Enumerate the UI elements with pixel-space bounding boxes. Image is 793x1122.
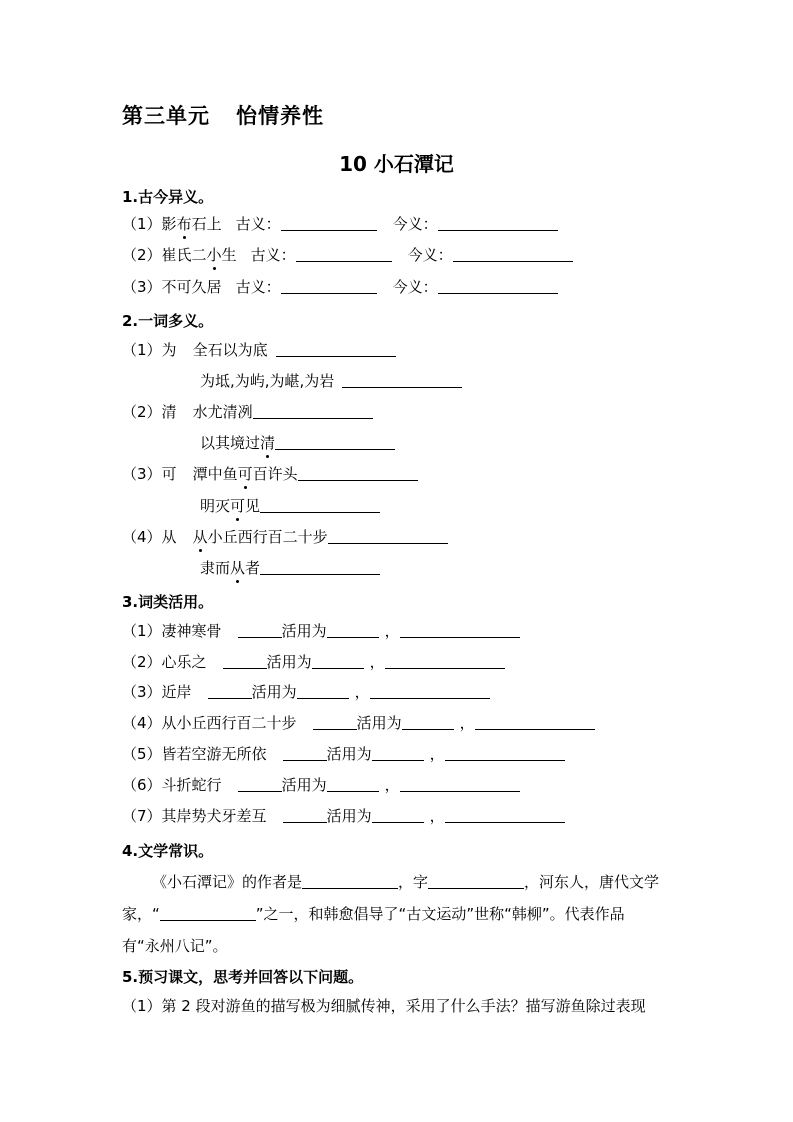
answer-blank[interactable] [438,214,558,231]
section-4-heading: 4.文学常识。 [122,842,214,860]
answer-blank[interactable] [281,277,377,294]
lesson-title: 10 小石潭记 [339,152,454,176]
answer-blank[interactable] [253,402,373,419]
s2-item-4a: （4）从 从小丘西行百二十步 [122,527,448,547]
answer-blank[interactable] [327,775,379,792]
s2-item-4b: 隶而从者 [200,558,380,578]
s3-item-7: （7）其岸势犬牙差互 活用为 ， [122,806,565,826]
s1-item-1: （1）影布石上 古义： 今义： [122,214,558,234]
answer-blank[interactable] [445,806,565,823]
answer-blank[interactable] [208,682,252,699]
answer-blank[interactable] [238,621,282,638]
answer-blank[interactable] [260,558,380,575]
answer-blank[interactable] [428,872,524,889]
unit-title-number: 第三单元 [122,104,210,128]
s3-item-5: （5）皆若空游无所依 活用为 ， [122,744,565,764]
s2-item-3b: 明灭可见 [200,496,380,516]
s2-item-2a: （2）清 水尤清冽 [122,402,373,422]
answer-blank[interactable] [400,621,520,638]
s5-question-1: （1）第 2 段对游鱼的描写极为细腻传神，采用了什么手法？描写游鱼除过表现 [122,997,646,1015]
answer-blank[interactable] [372,806,424,823]
answer-blank[interactable] [302,872,398,889]
section-1-heading: 1.古今异义。 [122,188,214,206]
answer-blank[interactable] [296,245,392,262]
s3-item-2: （2）心乐之 活用为 ， [122,652,505,672]
answer-blank[interactable] [276,340,396,357]
s1-item-3: （3）不可久居 古义： 今义： [122,277,558,297]
answer-blank[interactable] [372,744,424,761]
answer-blank[interactable] [283,744,327,761]
section-2-heading: 2.一词多义。 [122,312,214,330]
answer-blank[interactable] [160,904,256,921]
answer-blank[interactable] [298,464,418,481]
answer-blank[interactable] [453,245,573,262]
answer-blank[interactable] [385,652,505,669]
s4-literature-paragraph: 《小石潭记》的作者是 ，字 ，河东人，唐代文学 家，“ ”之一，和韩愈倡导了“古文运动”世称“韩柳”。代表作品 有“永州八记”。 [122,873,660,955]
answer-blank[interactable] [238,775,282,792]
answer-blank[interactable] [400,775,520,792]
answer-blank[interactable] [438,277,558,294]
answer-blank[interactable] [297,682,349,699]
answer-blank[interactable] [281,214,377,231]
answer-blank[interactable] [370,682,490,699]
s3-item-1: （1）凄神寒骨 活用为 ， [122,621,520,641]
s1-item-2: （2）崔氏二小生 古义： 今义： [122,245,573,265]
s3-item-3: （3）近岸 活用为 ， [122,682,490,702]
answer-blank[interactable] [402,713,454,730]
s2-item-2b: 以其境过清 [200,433,395,453]
answer-blank[interactable] [283,806,327,823]
answer-blank[interactable] [223,652,267,669]
answer-blank[interactable] [313,713,357,730]
s3-item-4: （4）从小丘西行百二十步 活用为 ， [122,713,595,733]
section-3-heading: 3.词类活用。 [122,593,214,611]
s2-item-1a: （1）为 全石以为底 [122,340,396,360]
answer-blank[interactable] [342,371,462,388]
s3-item-6: （6）斗折蛇行 活用为 ， [122,775,520,795]
answer-blank[interactable] [312,652,364,669]
answer-blank[interactable] [445,744,565,761]
unit-title [122,100,324,130]
answer-blank[interactable] [328,527,448,544]
answer-blank[interactable] [327,621,379,638]
s2-item-1b: 为坻,为屿,为嵁,为岩 [200,371,462,391]
section-5-heading: 5.预习课文，思考并回答以下问题。 [122,968,364,986]
unit-title-theme: 怡情养性 [236,104,324,128]
answer-blank[interactable] [260,496,380,513]
answer-blank[interactable] [275,433,395,450]
s2-item-3a: （3）可 潭中鱼可百许头 [122,464,418,484]
answer-blank[interactable] [475,713,595,730]
